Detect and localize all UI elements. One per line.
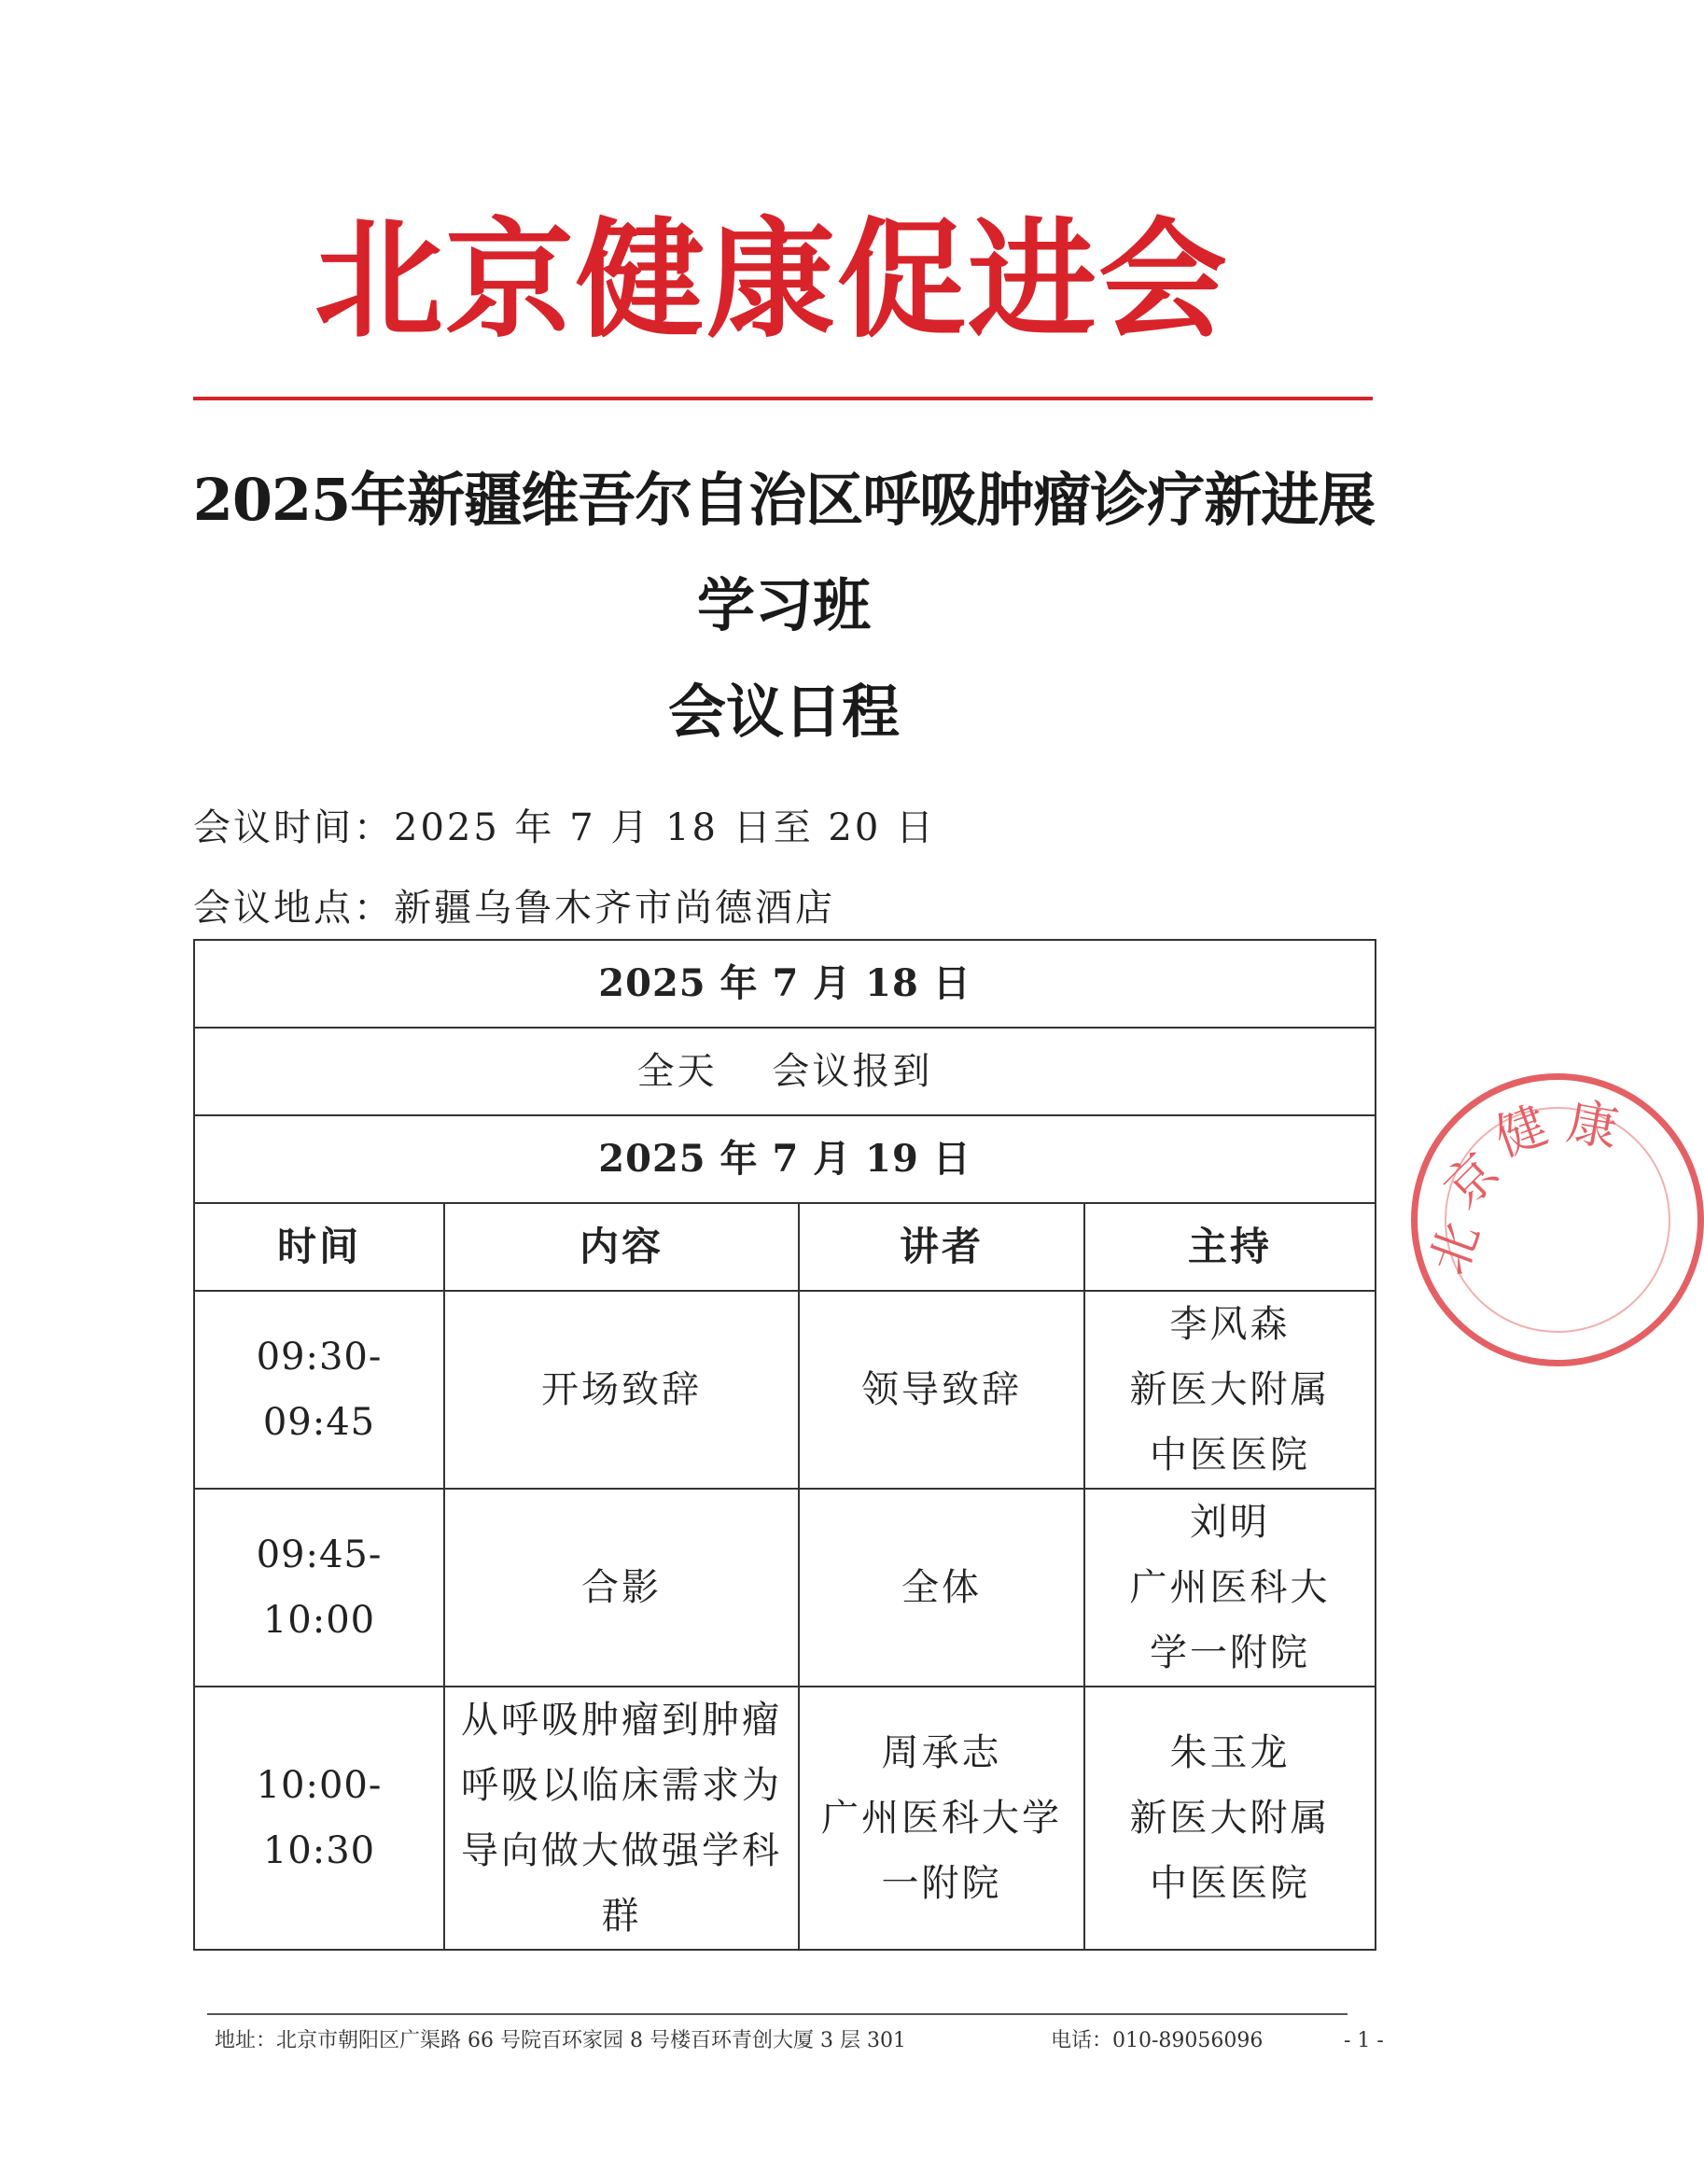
row-host-line: 刘明	[1190, 1501, 1270, 1544]
meeting-place: 会议地点：新疆乌鲁木齐市尚德酒店	[193, 887, 835, 930]
row-time: 10:00-10:30	[194, 1687, 444, 1950]
day1-note: 全天 会议报到	[194, 1028, 1376, 1115]
row-host-line: 中医医院	[1150, 1862, 1310, 1905]
row-speaker-line: 全体	[901, 1566, 982, 1609]
row-speaker-line: 广州医科大学	[821, 1797, 1062, 1840]
row-content-line: 从呼吸肿瘤到肿瘤	[461, 1699, 782, 1742]
official-seal-stamp	[1411, 1073, 1704, 1366]
schedule-header-row	[194, 1203, 1376, 1291]
table-row	[194, 1291, 1376, 1489]
row-host-line: 学一附院	[1150, 1631, 1310, 1674]
row-content	[444, 1291, 799, 1489]
row-host	[1084, 1687, 1376, 1950]
row-host-line: 中医医院	[1150, 1434, 1310, 1477]
day1-date: 2025 年 7 月 18 日	[194, 940, 1376, 1028]
row-speaker	[799, 1291, 1084, 1489]
page-number: - 1 -	[1344, 2029, 1384, 2052]
row-content-line: 导向做大做强学科	[461, 1829, 782, 1872]
header-content: 内容	[444, 1203, 799, 1291]
table-row	[194, 1489, 1376, 1687]
schedule-day2-date-row	[194, 1115, 1376, 1203]
header-time: 时间	[194, 1203, 444, 1291]
schedule-day1-date-row	[194, 940, 1376, 1028]
row-time: 09:45-10:00	[194, 1489, 444, 1687]
row-content-line: 呼吸以临床需求为	[461, 1764, 782, 1807]
row-host	[1084, 1489, 1376, 1687]
row-host-line: 朱玉龙	[1169, 1731, 1291, 1774]
schedule-table	[193, 939, 1376, 1951]
svg-text:京: 京	[1432, 1141, 1511, 1220]
letterhead-divider	[193, 397, 1373, 400]
document-title-line-1: 2025年新疆维吾尔自治区呼吸肿瘤诊疗新进展	[192, 466, 1376, 534]
row-host-line: 新医大附属	[1129, 1368, 1331, 1411]
row-host-line: 广州医科大	[1129, 1566, 1331, 1609]
document-subtitle: 会议日程	[667, 678, 900, 746]
footer-phone: 电话：010-89056096	[1051, 2029, 1264, 2052]
row-speaker	[799, 1489, 1084, 1687]
row-content	[444, 1687, 799, 1950]
row-time: 09:30-09:45	[194, 1291, 444, 1489]
header-speaker: 讲者	[799, 1203, 1084, 1291]
footer-address: 地址：北京市朝阳区广渠路 66 号院百环家园 8 号楼百环青创大厦 3 层 301	[215, 2029, 906, 2052]
row-content-line: 合影	[581, 1566, 662, 1609]
table-row	[194, 1687, 1376, 1950]
svg-text:健: 健	[1487, 1095, 1556, 1169]
row-speaker-line: 领导致辞	[861, 1368, 1022, 1411]
schedule-day1-note-row	[194, 1028, 1376, 1115]
row-host-line: 新医大附属	[1129, 1797, 1331, 1840]
row-speaker-line: 周承志	[881, 1731, 1002, 1774]
row-speaker-line: 一附院	[881, 1862, 1002, 1905]
svg-text:康: 康	[1562, 1091, 1623, 1159]
footer-divider	[207, 2013, 1348, 2015]
meeting-time: 会议时间：2025 年 7 月 18 日至 20 日	[193, 806, 937, 849]
document-title-line-2: 学习班	[696, 571, 871, 639]
row-speaker	[799, 1687, 1084, 1950]
row-host-line: 李风森	[1169, 1303, 1291, 1346]
svg-text:北: 北	[1418, 1214, 1491, 1282]
header-host: 主持	[1084, 1203, 1376, 1291]
row-host	[1084, 1291, 1376, 1489]
row-content-line: 开场致辞	[541, 1368, 702, 1411]
letterhead-org-name: 北京健康促进会	[314, 205, 1229, 356]
seal-icon	[1418, 1080, 1697, 1360]
row-content-line: 群	[601, 1895, 642, 1938]
row-content	[444, 1489, 799, 1687]
day2-date: 2025 年 7 月 19 日	[194, 1115, 1376, 1203]
